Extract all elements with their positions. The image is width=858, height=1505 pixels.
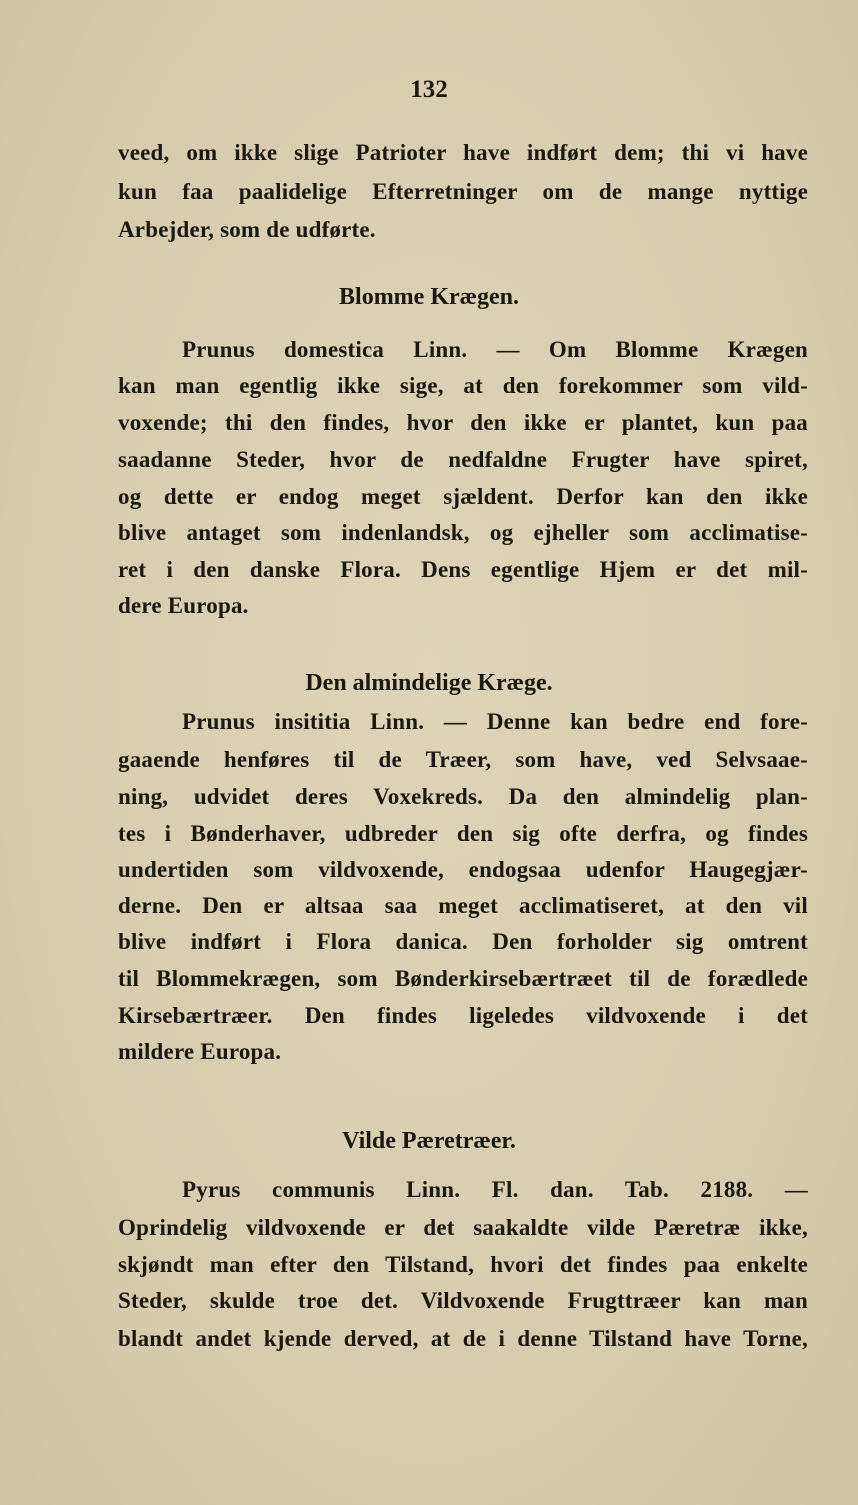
text-line: blive antaget som indenlandsk, og ejheller som acclimatise- xyxy=(118,520,808,545)
text-line: kun faa paalidelige Efterretninger om de mange nyttige xyxy=(118,179,808,204)
text-line: Prunus insititia Linn. — Denne kan bedre end fore- xyxy=(182,709,808,734)
section-heading: Blomme Krægen. xyxy=(339,284,519,310)
text-line: gaaende henføres til de Træer, som have, ved Selvsaae- xyxy=(118,747,808,772)
text-line: blive indført i Flora danica. Den forholder sig omtrent xyxy=(118,929,808,954)
text-line: ret i den danske Flora. Dens egentlige Hjem er det mil- xyxy=(118,557,808,582)
section-heading: Vilde Pæretræer. xyxy=(342,1128,516,1154)
text-line: voxende; thi den findes, hvor den ikke er plantet, kun paa xyxy=(118,410,808,435)
text-line: saadanne Steder, hvor de nedfaldne Frugter have spiret, xyxy=(118,447,808,472)
text-line: veed, om ikke slige Patrioter have indført dem; thi vi have xyxy=(118,140,808,165)
text-line: Steder, skulde troe det. Vildvoxende Frugttræer kan man xyxy=(118,1288,808,1313)
text-line: Kirsebærtræer. Den findes ligeledes vildvoxende i det xyxy=(118,1003,808,1028)
text-line: mildere Europa. xyxy=(118,1039,282,1064)
text-line: undertiden som vildvoxende, endogsaa udenfor Haugegjær- xyxy=(118,857,808,882)
text-line: og dette er endog meget sjældent. Derfor kan den ikke xyxy=(118,484,808,509)
page-number: 132 xyxy=(410,76,448,103)
text-line: skjøndt man efter den Tilstand, hvori det findes paa enkelte xyxy=(118,1252,808,1277)
text-line: dere Europa. xyxy=(118,593,249,618)
text-line: til Blommekrægen, som Bønderkirsebærtræet til de forædlede xyxy=(118,966,808,991)
section-heading: Den almindelige Kræge. xyxy=(305,670,553,696)
text-line: Oprindelig vildvoxende er det saakaldte vilde Pæretræ ikke, xyxy=(118,1215,808,1240)
text-line: kan man egentlig ikke sige, at den forekommer som vild- xyxy=(118,373,808,398)
text-line: Pyrus communis Linn. Fl. dan. Tab. 2188. — xyxy=(182,1177,808,1202)
text-line: tes i Bønderhaver, udbreder den sig ofte derfra, og findes xyxy=(118,821,808,846)
text-line: ning, udvidet deres Voxekreds. Da den almindelig plan- xyxy=(118,784,808,809)
text-line: derne. Den er altsaa saa meget acclimatiseret, at den vil xyxy=(118,893,808,918)
text-line: blandt andet kjende derved, at de i denne Tilstand have Torne, xyxy=(118,1326,808,1351)
text-line: Prunus domestica Linn. — Om Blomme Krægen xyxy=(182,337,808,362)
text-line: Arbejder, som de udførte. xyxy=(118,217,376,242)
